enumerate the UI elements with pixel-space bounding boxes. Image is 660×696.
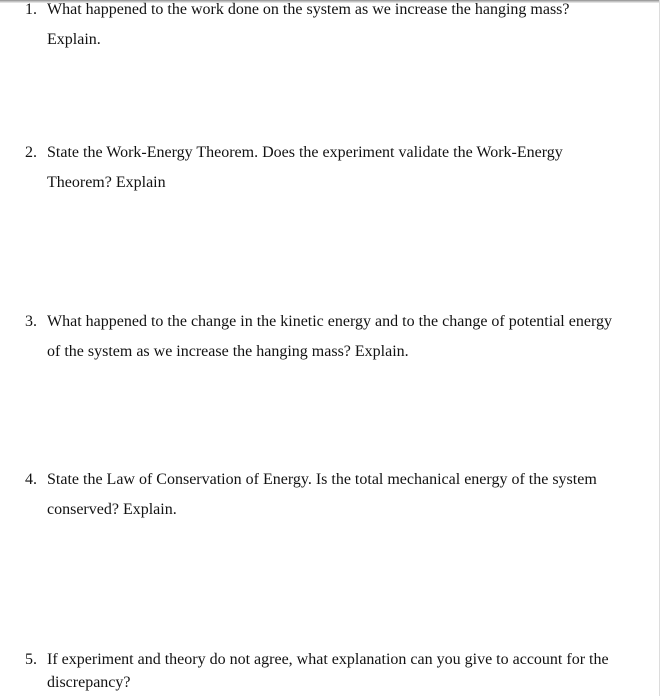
question-line: If experiment and theory do not agree, what explanation can you give to account for the <box>47 651 609 668</box>
question-line: discrepancy? <box>47 673 131 691</box>
question-line: What happened to the work done on the system as we increase the hanging mass? <box>47 1 570 18</box>
question-text <box>47 465 597 525</box>
question-line: State the Law of Conservation of Energy. Is the total mechanical energy of the system <box>47 471 597 488</box>
question-line: conserved? Explain. <box>47 501 177 518</box>
question-line: Explain. <box>47 31 101 48</box>
question-text <box>47 649 609 694</box>
question-text <box>47 307 612 367</box>
question-text <box>47 0 570 55</box>
question-line: State the Work-Energy Theorem. Does the experiment validate the Work-Energy <box>47 144 563 161</box>
question-number: 5. <box>25 651 37 668</box>
question-line: Theorem? Explain <box>47 174 166 191</box>
question-line: of the system as we increase the hanging mass? Explain. <box>47 343 409 360</box>
question-number: 3. <box>25 313 37 330</box>
question-text <box>47 138 563 198</box>
question-line: What happened to the change in the kinetic energy and to the change of potential energy <box>47 313 612 330</box>
question-number: 1. <box>25 1 37 18</box>
question-number: 4. <box>25 471 37 488</box>
question-number: 2. <box>25 144 37 161</box>
